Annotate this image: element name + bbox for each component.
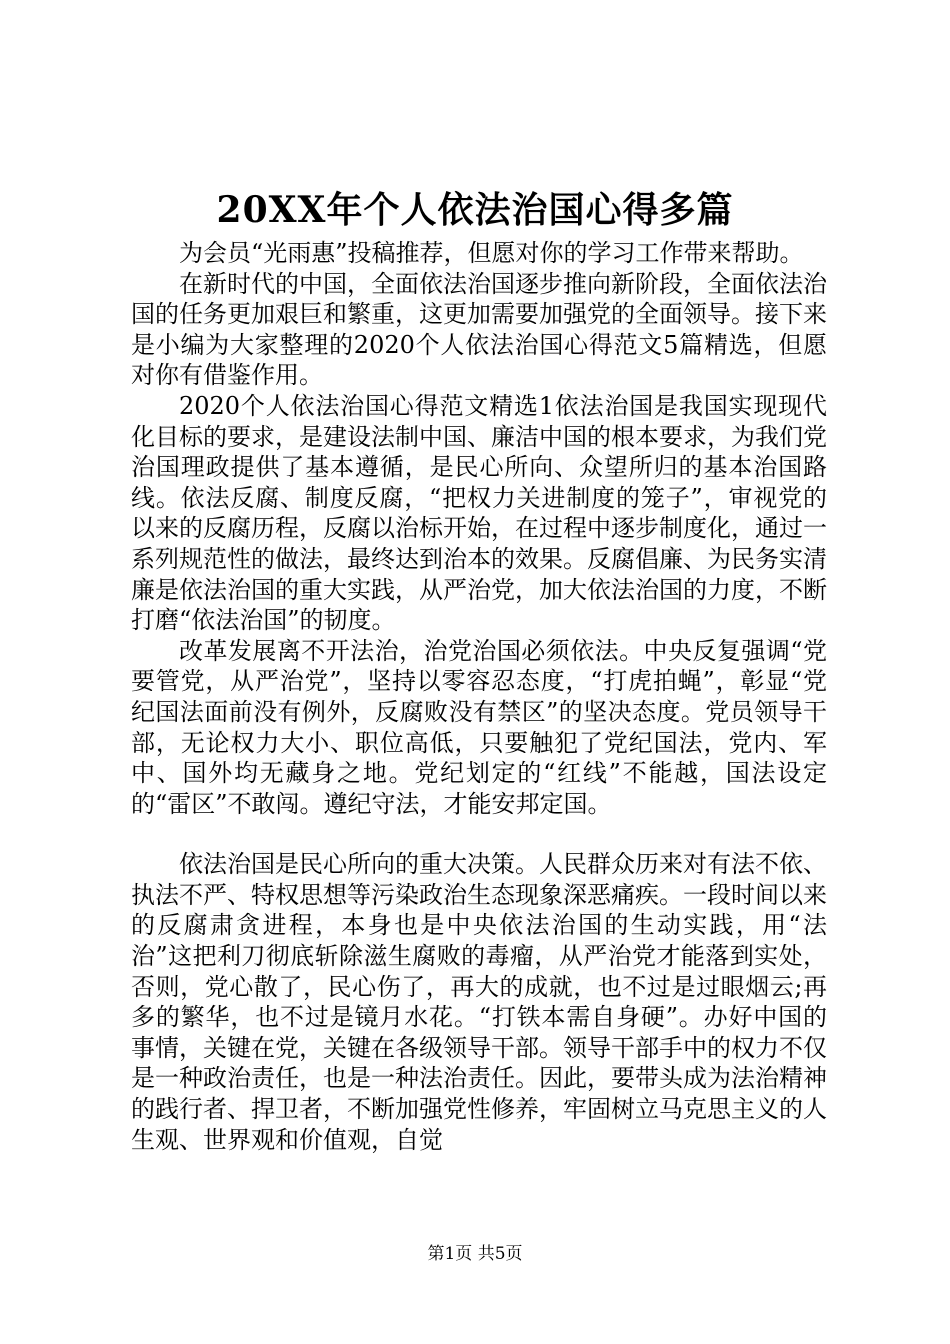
document-title: 20XX年个人依法治国心得多篇 — [216, 189, 734, 231]
paragraph-intro: 为会员“光雨惠”投稿推荐，但愿对你的学习工作带来帮助。 — [179, 239, 804, 267]
paragraph-essay-1: 2020个人依法治国心得范文精选1依法治国是我国实现现代化目标的要求，是建设法制中国、廉洁中国的根本要求，为我们党治国理政提供了基本遵循，是民心所向、众望所归的基本治国路线。依法反腐、制度反腐，“把权力关进制度的笼子”，审视党的以来的反腐历程，反腐以治标开始，在过程中逐步制度化，通过一系列规范性的做法，最终达到治本的效果。反腐倡廉、为民务实清廉是依法治国的重大实践，从严治党，加大依法治国的力度，不断打磨“依法治国”的韧度。 — [131, 391, 827, 635]
paragraph-rule-of-law: 依法治国是民心所向的重大决策。人民群众历来对有法不依、执法不严、特权思想等污染政治生态现象深恶痛疾。一段时间以来的反腐肃贪进程，本身也是中央依法治国的生动实践，用“法治”这把利刀彻底斩除滋生腐败的毒瘤，从严治党才能落到实处，否则，党心散了，民心伤了，再大的成就，也不过是过眼烟云;再多的繁华，也不过是镜月水花。“打铁本需自身硬”。办好中国的事情，关键在党，关键在各级领导干部。领导干部手中的权力不仅是一种政治责任，也是一种法治责任。因此，要带头成为法治精神的践行者、捍卫者，不断加强党性修养，牢固树立马克思主义的人生观、世界观和价值观，自觉 — [131, 850, 827, 1154]
document-body — [131, 238, 827, 1155]
page-number-footer: 第1页 共5页 — [427, 1244, 523, 1264]
paragraph-reform: 改革发展离不开法治，治党治国必须依法。中央反复强调“党要管党，从严治党”，坚持以零容忍态度，“打虎拍蝇”，彰显“党纪国法面前没有例外，反腐败没有禁区”的坚决态度。党员领导干部，无论权力大小、职位高低，只要触犯了党纪国法，党内、军中、国外均无藏身之地。党纪划定的“红线”不能越，国法设定的“雷区”不敢闯。遵纪守法，才能安邦定国。 — [131, 636, 827, 818]
paragraph-overview: 在新时代的中国，全面依法治国逐步推向新阶段，全面依法治国的任务更加艰巨和繁重，这更加需要加强党的全面领导。接下来是小编为大家整理的2020个人依法治国心得范文5篇精选，但愿对你有借鉴作用。 — [131, 269, 827, 390]
